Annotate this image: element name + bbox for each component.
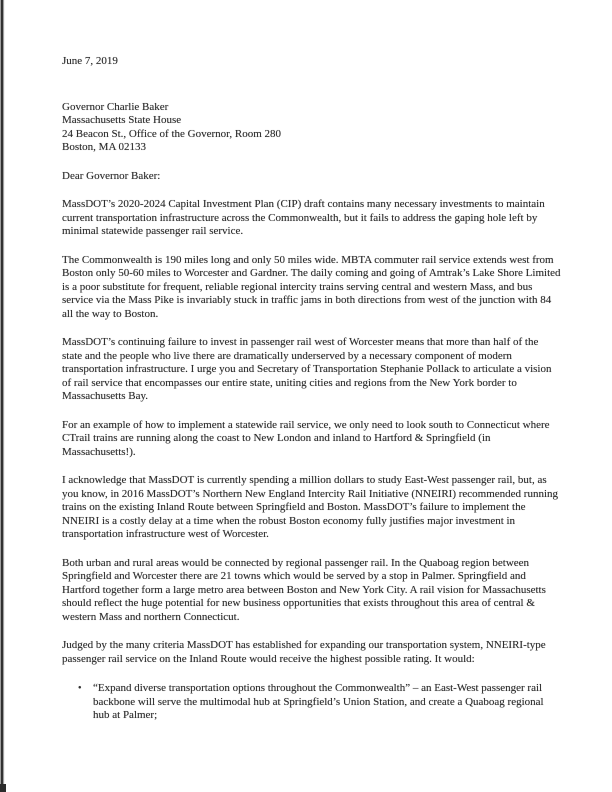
recipient-name: Governor Charlie Baker (62, 100, 169, 113)
letter-date: June 7, 2019 (62, 55, 118, 67)
paragraph-nneiri-study: I acknowledge that MassDOT is currently spending a million dollars to study East-West passenger rail, but, as you know, in 2016 MassDOT’s Northern New England Intercity Rail Initiative (NNEIRI) recommended running trains on the existing Inland Route between Springfield and Boston. MassDOT’s failure to implement the NNEIRI is a costly delay at a time when the robust Boston economy fully justifies major investment in transportation infrastructure west of Worcester. (62, 474, 559, 540)
salutation: Dear Governor Baker: (62, 169, 161, 182)
scan-left-edge-artifact (0, 0, 5, 792)
recipient-address-block (62, 101, 561, 155)
recipient-org: Massachusetts State House (62, 114, 182, 126)
paragraph-connecticut-example: For an example of how to implement a statewide rail service, we only need to look south to Connecticut where CTrail trains are running along the coast to New London and inland to Hartford & Springfield (in Massachusetts!). (62, 418, 550, 458)
paragraph-failure-to-invest: MassDOT’s continuing failure to invest in passenger rail west of Worcester means that more than half of the state and the people who live there are dramatically underserved by a necessary component of modern transportation infrastructure. I urge you and Secretary of Transportation Stephanie Pollack to articulate a vision of rail service that encompasses our entire state, uniting cities and regions from the New York border to Massachusetts Bay. (62, 336, 552, 402)
bullet-list (62, 682, 561, 723)
bullet-item (62, 682, 561, 723)
paragraph-cip-draft: MassDOT’s 2020-2024 Capital Investment Plan (CIP) draft contains many necessary investments to maintain current transportation infrastructure across the Commonwealth, but it fails to address the gaping hole left by minimal statewide passenger rail service. (62, 198, 545, 237)
bullet-marker-icon: • (78, 683, 82, 694)
scan-corner-artifact (0, 784, 6, 792)
bullet-text: “Expand diverse transportation options throughout the Commonwealth” – an East-West passenger rail backbone will serve the multimodal hub at Springfield’s Union Station, and create a Quaboag regional hub at Palmer; (93, 682, 544, 721)
recipient-city: Boston, MA 02133 (62, 141, 147, 153)
paragraph-commonwealth-geography: The Commonwealth is 190 miles long and only 50 miles wide. MBTA commuter rail service extends west from Boston only 50-60 miles to Worcester and Gardner. The daily coming and going of Amtrak’s Lake Shore Limited is a poor substitute for frequent, reliable regional intercity trains serving central and western Mass, and bus service via the Mass Pike is invariably stuck in traffic jams in both directions from west of the junction with 84 all the way to Boston. (62, 253, 561, 320)
paragraph-criteria-rating: Judged by the many criteria MassDOT has established for expanding our transportation system, NNEIRI-type passenger rail service on the Inland Route would receive the highest possible rating. It would: (62, 639, 546, 665)
letter-content (62, 55, 561, 723)
recipient-street: 24 Beacon St., Office of the Governor, Room 280 (62, 127, 282, 140)
paragraph-urban-rural: Both urban and rural areas would be connected by regional passenger rail. In the Quaboag region between Springfield and Worcester there are 21 towns which would be served by a stop in Palmer. Springfield and Hartford together form a large metro area between Boston and New York City. A rail vision for Massachusetts should reflect the huge potential for new business opportunities that exists throughout this area of central & western Mass and northern Connecticut. (62, 556, 546, 623)
